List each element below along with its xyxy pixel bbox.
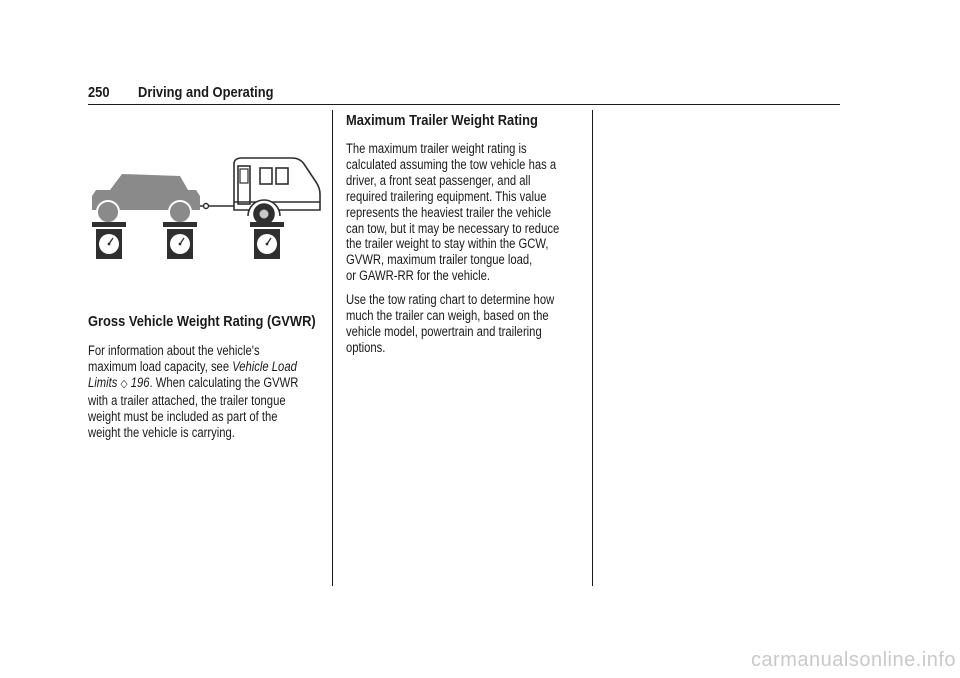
section-title: Driving and Operating — [138, 84, 274, 101]
xref-page-number[interactable]: 196 — [130, 374, 150, 390]
watermark-text: carmanualsonline.info — [750, 649, 956, 671]
max-trailer-weight-paragraph-2: Use the tow rating chart to determine how much the trailer can weigh, based on the vehicle model, powertrain and trailering options. — [346, 292, 555, 355]
tow-vehicle-icon — [92, 174, 200, 223]
max-trailer-weight-heading: Maximum Trailer Weight Rating — [346, 112, 538, 129]
scale-icon-rear-axle — [163, 222, 197, 259]
vehicle-trailer-scales-illustration — [88, 150, 328, 266]
max-trailer-weight-section — [346, 112, 646, 356]
gvwr-text-part2: . When calculating the GVWR with a trailer attached, the trailer tongue weight must be included as part of the weight the vehicle is carrying. — [88, 374, 299, 440]
page-header — [88, 84, 840, 105]
travel-trailer-icon — [234, 158, 320, 224]
gvwr-paragraph — [88, 343, 340, 440]
page-number: 250 — [88, 84, 110, 101]
max-trailer-weight-paragraph-1: The maximum trailer weight rating is calculated assuming the tow vehicle has a driver, a front seat passenger, and all required trailering equipment. This value represents the heaviest trailer the vehicle can tow, but it may be necessary to reduce the trailer weight to stay within the GCW, GVWR, maximum trailer tongue load, or GAWR-RR for the vehicle. — [346, 141, 560, 284]
scale-icon-front-axle — [92, 222, 126, 259]
scale-icon-trailer-axle — [250, 222, 284, 259]
vehicle-load-limits-link[interactable]: Vehicle Load Limits — [88, 358, 297, 390]
gvwr-section — [88, 313, 388, 440]
gvwr-text-part1: For information about the vehicle's maximum load capacity, see — [88, 343, 260, 374]
page-reference-icon: ◇ — [120, 377, 128, 390]
hitch-icon — [200, 204, 234, 209]
gvwr-heading: Gross Vehicle Weight Rating (GVWR) — [88, 313, 316, 330]
